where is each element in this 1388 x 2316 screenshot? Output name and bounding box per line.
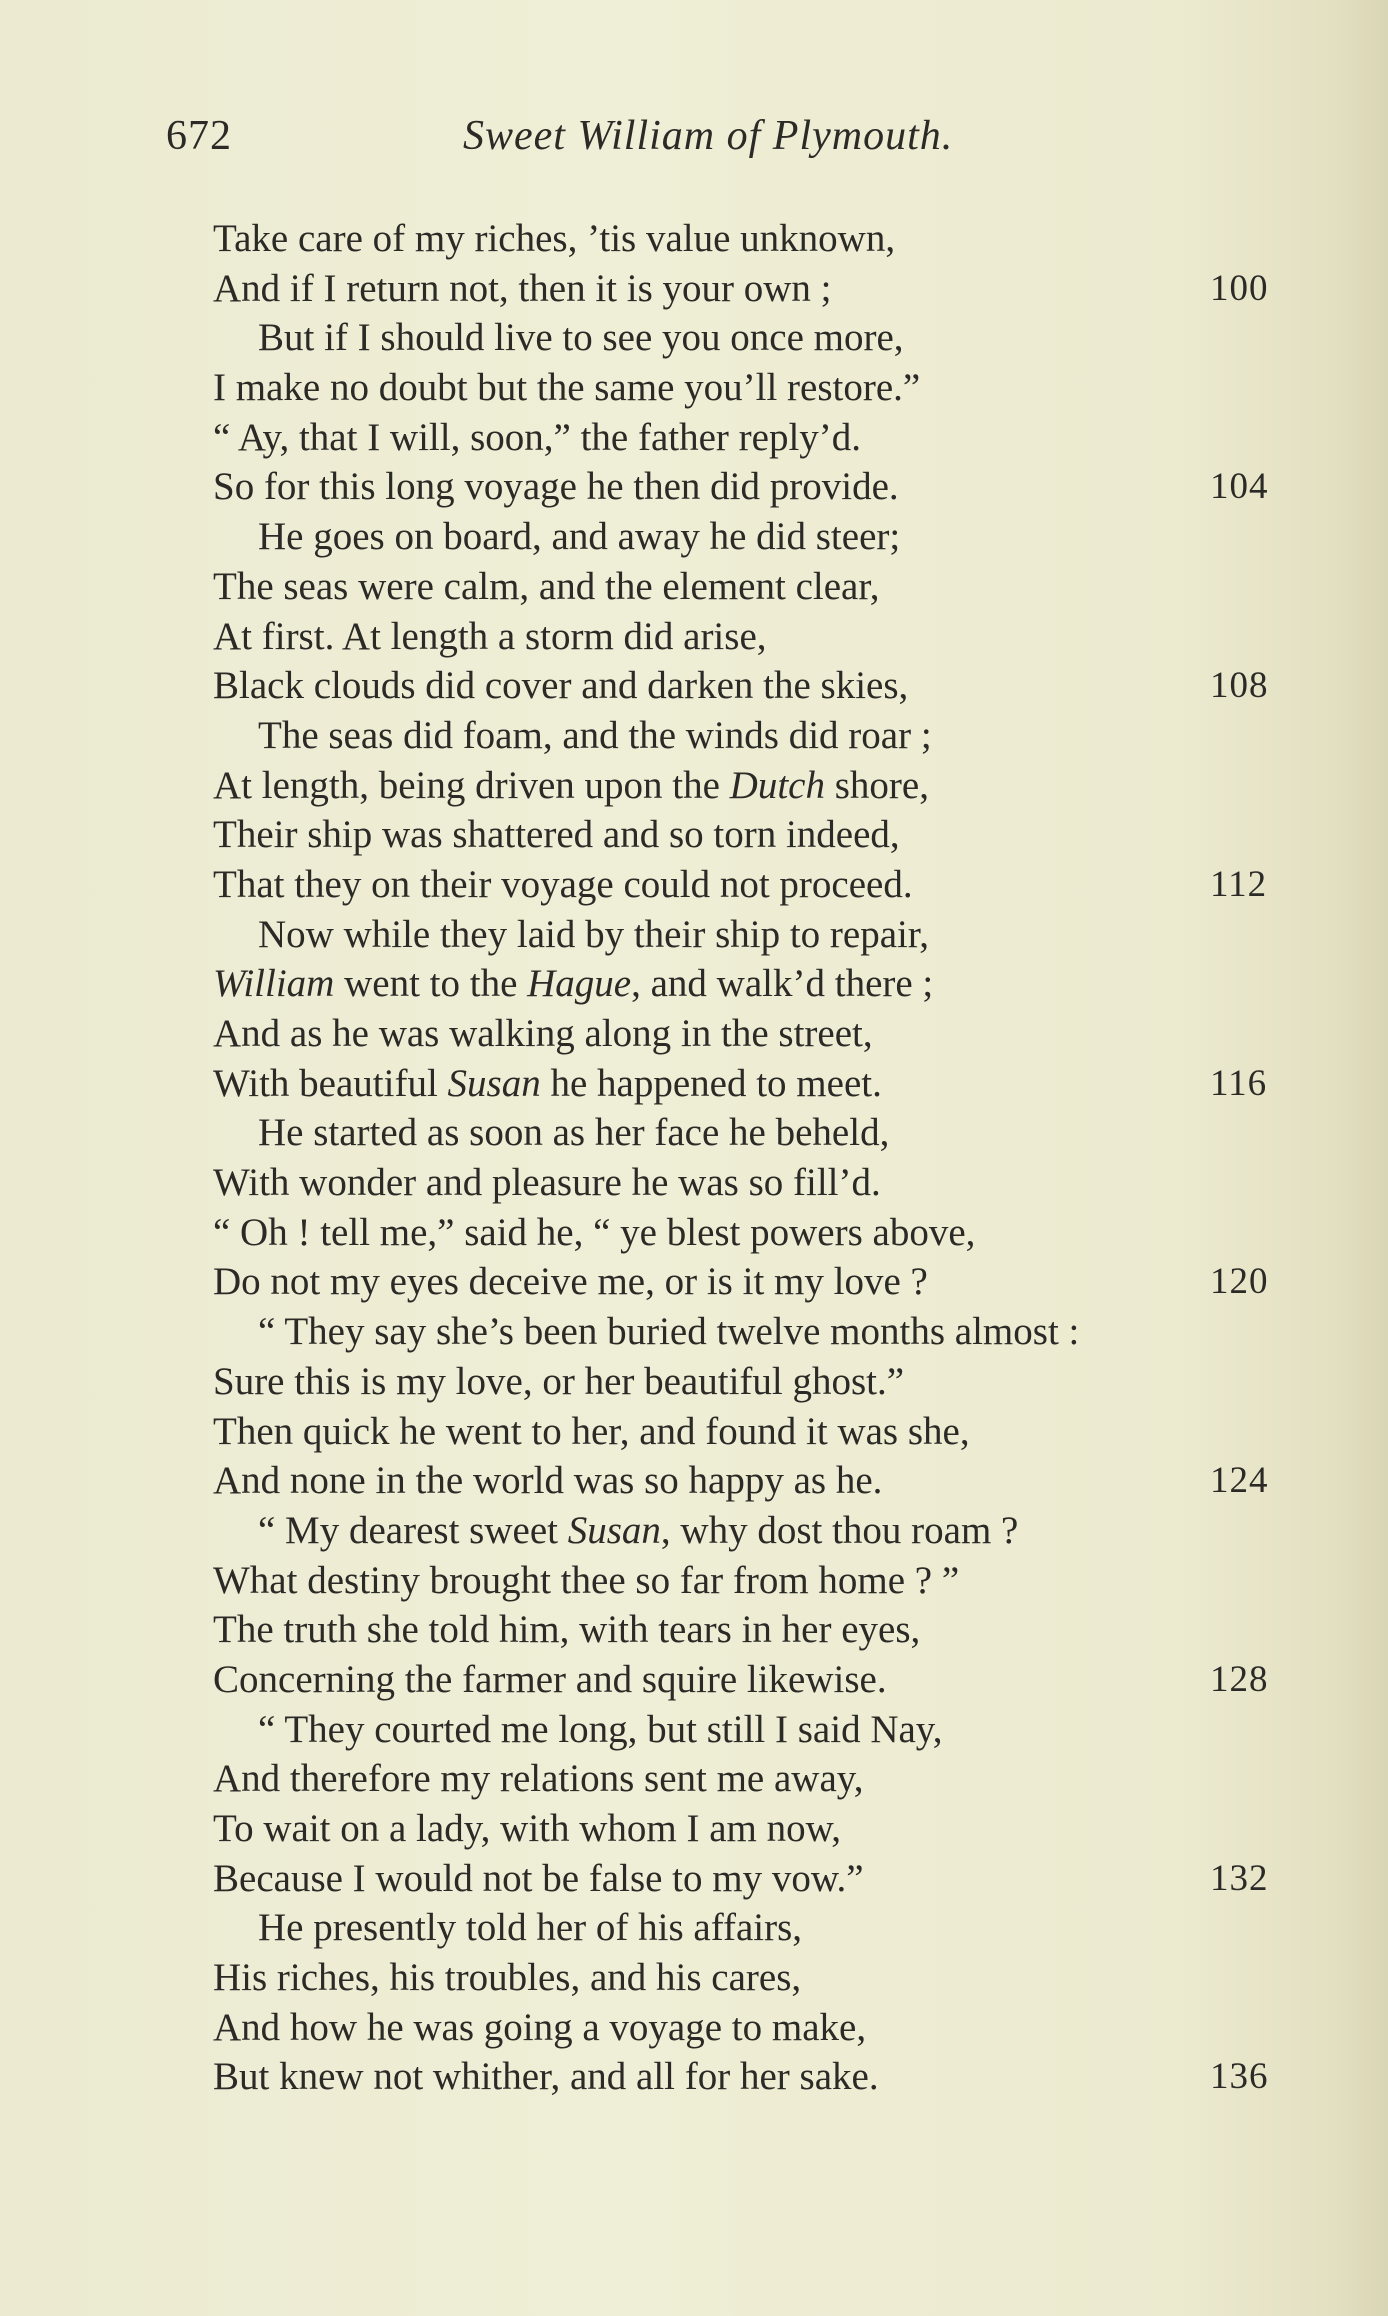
verse-line	[0, 1456, 1388, 1506]
verse-line-text: He presently told her of his affairs,	[258, 1906, 803, 1950]
verse-line	[0, 810, 1388, 860]
verse-line-text: But knew not whither, and all for her sake.	[213, 2055, 879, 2099]
verse-line-text: “ My dearest sweet Susan, why dost thou roam ?	[258, 1508, 1019, 1552]
running-title: Sweet William of Plymouth.	[463, 113, 954, 159]
verse-line	[0, 1158, 1388, 1208]
verse-line	[0, 1953, 1388, 2003]
verse-line-text: He started as soon as her face he beheld,	[258, 1111, 890, 1155]
verse-line	[0, 1257, 1388, 1307]
poem-body	[0, 214, 1388, 2102]
page-number: 672	[166, 113, 232, 159]
italic-name: Susan	[567, 1508, 661, 1552]
verse-line	[0, 562, 1388, 612]
verse-line	[0, 2003, 1388, 2053]
verse-line-text: Then quick he went to her, and found it was she,	[213, 1409, 970, 1453]
verse-line-text: Do not my eyes deceive me, or is it my love ?	[213, 1260, 928, 1304]
verse-line-text: Take care of my riches, ’tis value unknown,	[213, 217, 896, 260]
verse-line	[0, 761, 1388, 811]
verse-line	[0, 1506, 1388, 1556]
verse-line	[0, 1307, 1388, 1357]
verse-line-text: And therefore my relations sent me away,	[213, 1757, 864, 1801]
verse-line	[0, 1655, 1388, 1705]
verse-line-text: With beautiful Susan he happened to meet.	[213, 1061, 882, 1105]
line-number: 112	[1210, 863, 1268, 905]
verse-line-text: So for this long voyage he then did provide.	[213, 465, 899, 509]
line-number: 120	[1210, 1261, 1269, 1303]
verse-line-text: His riches, his troubles, and his cares,	[213, 1956, 802, 2000]
verse-line	[0, 1009, 1388, 1059]
verse-line-text: I make no doubt but the same you’ll restore.”	[213, 366, 921, 410]
verse-line-text: The seas did foam, and the winds did roar ;	[258, 713, 932, 757]
verse-line	[0, 612, 1388, 662]
line-number: 132	[1210, 1857, 1269, 1899]
verse-line-text: Because I would not be false to my vow.”	[213, 1856, 864, 1900]
verse-line	[0, 363, 1388, 413]
italic-name: Hague	[527, 962, 632, 1006]
verse-line-text: Black clouds did cover and darken the skies,	[213, 664, 909, 708]
verse-line-text: And how he was going a voyage to make,	[213, 2005, 867, 2049]
verse-line-text: That they on their voyage could not proceed.	[213, 862, 913, 906]
verse-line-text: He goes on board, and away he did steer;	[258, 515, 901, 559]
verse-line	[0, 1108, 1388, 1158]
verse-line	[0, 1357, 1388, 1407]
verse-line	[0, 413, 1388, 463]
verse-line	[0, 2052, 1388, 2102]
verse-line-text: And none in the world was so happy as he.	[213, 1459, 883, 1503]
verse-line	[0, 1605, 1388, 1655]
line-number: 124	[1210, 1460, 1269, 1502]
line-number: 128	[1210, 1658, 1269, 1700]
verse-line-text: What destiny brought thee so far from home ? ”	[213, 1558, 960, 1602]
verse-line-text: “ They courted me long, but still I said Nay,	[258, 1707, 943, 1751]
line-number: 136	[1210, 2056, 1269, 2098]
verse-line	[0, 264, 1388, 314]
verse-line	[0, 661, 1388, 711]
verse-line-text: Sure this is my love, or her beautiful ghost.”	[213, 1359, 905, 1403]
verse-line	[0, 1804, 1388, 1854]
italic-name: William	[213, 962, 335, 1006]
verse-line	[0, 910, 1388, 960]
line-number: 104	[1210, 466, 1269, 508]
verse-line-text: With wonder and pleasure he was so fill’d.	[213, 1161, 881, 1205]
verse-line-text: But if I should live to see you once more,	[258, 316, 904, 360]
verse-line	[0, 462, 1388, 512]
verse-line-text: The seas were calm, and the element clear,	[213, 564, 880, 608]
verse-line	[0, 1854, 1388, 1904]
verse-line-text: “ Oh ! tell me,” said he, “ ye blest powers above,	[213, 1210, 976, 1254]
verse-line	[0, 959, 1388, 1009]
verse-line-text: “ They say she’s been buried twelve months almost :	[258, 1310, 1080, 1354]
verse-line	[0, 313, 1388, 363]
verse-line-text: Their ship was shattered and so torn indeed,	[213, 813, 900, 857]
verse-line	[0, 1754, 1388, 1804]
verse-line	[0, 1208, 1388, 1258]
verse-line	[0, 1556, 1388, 1606]
running-header	[0, 112, 1388, 172]
italic-name: Dutch	[729, 763, 825, 807]
verse-line	[0, 512, 1388, 562]
line-number: 108	[1210, 665, 1269, 707]
verse-line-text: At length, being driven upon the Dutch shore,	[213, 763, 929, 807]
verse-line-text: And as he was walking along in the street,	[213, 1012, 873, 1055]
verse-line-text: The truth she told him, with tears in her eyes,	[213, 1608, 921, 1652]
italic-name: Susan	[447, 1061, 541, 1105]
verse-line	[0, 1705, 1388, 1755]
line-number: 100	[1210, 267, 1269, 309]
verse-line-text: And if I return not, then it is your own ;	[213, 266, 832, 310]
verse-line-text: William went to the Hague, and walk’d there ;	[213, 962, 934, 1006]
verse-line	[0, 1059, 1388, 1109]
verse-line-text: Concerning the farmer and squire likewise.	[213, 1657, 887, 1701]
verse-line-text: Now while they laid by their ship to repair,	[258, 912, 930, 956]
verse-line	[0, 214, 1388, 264]
verse-line-text: To wait on a lady, with whom I am now,	[213, 1807, 842, 1850]
line-number: 116	[1210, 1062, 1268, 1104]
verse-line-text: At first. At length a storm did arise,	[213, 614, 767, 658]
verse-line	[0, 711, 1388, 761]
verse-line-text: “ Ay, that I will, soon,” the father reply’d.	[213, 415, 862, 459]
verse-line	[0, 860, 1388, 910]
verse-line	[0, 1903, 1388, 1953]
verse-line	[0, 1407, 1388, 1457]
